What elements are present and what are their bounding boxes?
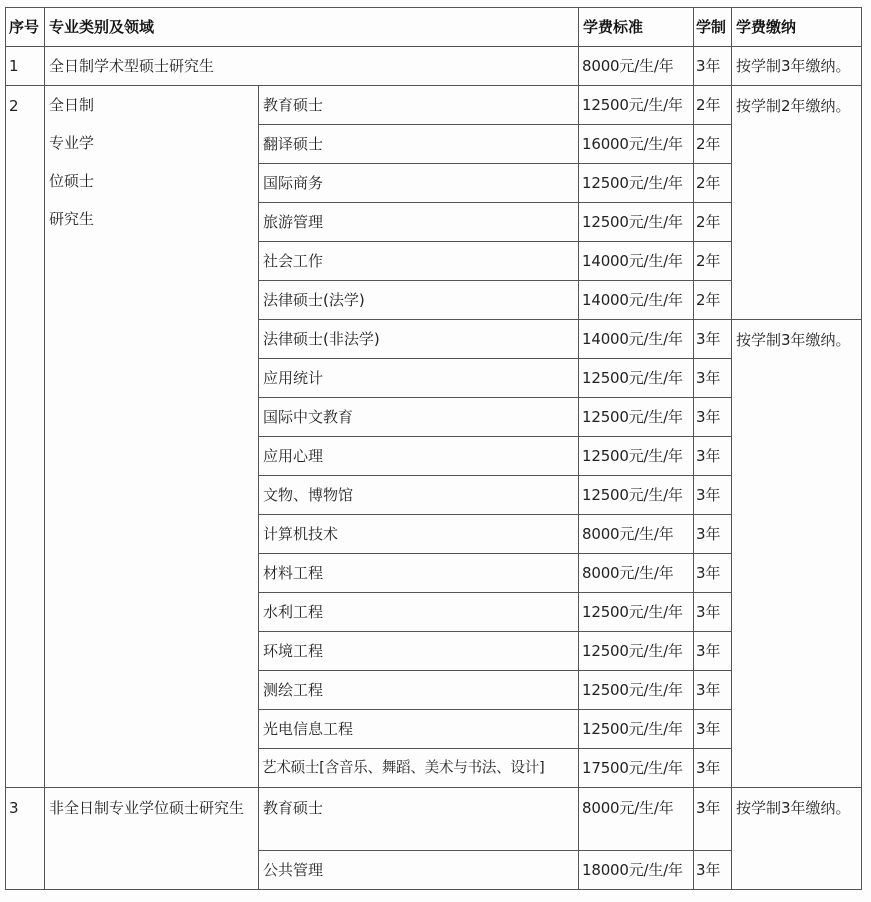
row-category: 全日制学术型硕士研究生 (45, 47, 579, 86)
row-seq: 3 (6, 788, 45, 890)
row-fee: 12500元/生/年 (579, 203, 694, 242)
row-duration: 2年 (694, 203, 732, 242)
row-fee: 12500元/生/年 (579, 86, 694, 125)
row-field: 水利工程 (259, 593, 579, 632)
row-field: 法律硕士(法学) (259, 281, 579, 320)
row-field: 翻译硕士 (259, 125, 579, 164)
row-duration: 3年 (694, 671, 732, 710)
header-row (6, 8, 862, 47)
table-row (6, 788, 862, 851)
table-row (6, 47, 862, 86)
row-duration: 2年 (694, 242, 732, 281)
row-duration: 3年 (694, 437, 732, 476)
row-fee: 8000元/生/年 (579, 47, 694, 86)
row-fee: 14000元/生/年 (579, 281, 694, 320)
row-duration: 3年 (694, 632, 732, 671)
row-seq: 1 (6, 47, 45, 86)
header-category: 专业类别及领域 (45, 8, 579, 47)
row-fee: 12500元/生/年 (579, 671, 694, 710)
row-field: 光电信息工程 (259, 710, 579, 749)
row-duration: 3年 (694, 398, 732, 437)
row-fee: 8000元/生/年 (579, 788, 694, 851)
row-duration: 3年 (694, 593, 732, 632)
row-duration: 3年 (694, 476, 732, 515)
header-duration: 学制 (694, 8, 732, 47)
row-fee: 8000元/生/年 (579, 554, 694, 593)
row-payment: 按学制3年缴纳。 (732, 320, 862, 788)
row-field: 计算机技术 (259, 515, 579, 554)
row-fee: 8000元/生/年 (579, 515, 694, 554)
row-fee: 12500元/生/年 (579, 593, 694, 632)
row-field: 应用统计 (259, 359, 579, 398)
row-duration: 3年 (694, 47, 732, 86)
row-fee: 12500元/生/年 (579, 476, 694, 515)
row-duration: 2年 (694, 281, 732, 320)
tuition-table (5, 7, 862, 890)
row-fee: 16000元/生/年 (579, 125, 694, 164)
row-field: 社会工作 (259, 242, 579, 281)
row-field: 应用心理 (259, 437, 579, 476)
row-field: 材料工程 (259, 554, 579, 593)
row-field: 法律硕士(非法学) (259, 320, 579, 359)
row-field: 公共管理 (259, 851, 579, 890)
row-duration: 3年 (694, 359, 732, 398)
row-field: 国际中文教育 (259, 398, 579, 437)
row-duration: 3年 (694, 710, 732, 749)
row-field: 文物、博物馆 (259, 476, 579, 515)
row-fee: 17500元/生/年 (579, 749, 694, 788)
row-duration: 2年 (694, 164, 732, 203)
row-duration: 3年 (694, 320, 732, 359)
row-field: 测绘工程 (259, 671, 579, 710)
header-payment: 学费缴纳 (732, 8, 862, 47)
category-line: 位硕士 (49, 172, 95, 190)
category-line: 研究生 (49, 210, 95, 228)
row-category: 非全日制专业学位硕士研究生 (45, 788, 259, 890)
category-line: 专业学 (49, 134, 95, 152)
row-duration: 3年 (694, 749, 732, 788)
row-duration: 2年 (694, 86, 732, 125)
row-fee: 14000元/生/年 (579, 320, 694, 359)
header-seq: 序号 (6, 8, 45, 47)
row-payment: 按学制3年缴纳。 (732, 47, 862, 86)
row-seq: 2 (6, 86, 45, 788)
row-field: 环境工程 (259, 632, 579, 671)
row-field: 旅游管理 (259, 203, 579, 242)
row-field: 艺术硕士[含音乐、舞蹈、美术与书法、设计] (259, 749, 579, 788)
row-fee: 12500元/生/年 (579, 359, 694, 398)
row-fee: 12500元/生/年 (579, 710, 694, 749)
row-duration: 3年 (694, 554, 732, 593)
row-fee: 12500元/生/年 (579, 398, 694, 437)
header-fee: 学费标准 (579, 8, 694, 47)
row-payment: 按学制2年缴纳。 (732, 86, 862, 320)
row-field: 教育硕士 (259, 788, 579, 851)
row-fee: 12500元/生/年 (579, 437, 694, 476)
row-field: 教育硕士 (259, 86, 579, 125)
row-duration: 2年 (694, 125, 732, 164)
table-row (6, 86, 862, 125)
row-fee: 18000元/生/年 (579, 851, 694, 890)
row-field: 国际商务 (259, 164, 579, 203)
row-duration: 3年 (694, 851, 732, 890)
row-category (45, 86, 259, 788)
row-duration: 3年 (694, 515, 732, 554)
row-payment: 按学制3年缴纳。 (732, 788, 862, 890)
row-fee: 14000元/生/年 (579, 242, 694, 281)
row-fee: 12500元/生/年 (579, 164, 694, 203)
row-fee: 12500元/生/年 (579, 632, 694, 671)
category-line: 全日制 (49, 96, 95, 114)
row-duration: 3年 (694, 788, 732, 851)
